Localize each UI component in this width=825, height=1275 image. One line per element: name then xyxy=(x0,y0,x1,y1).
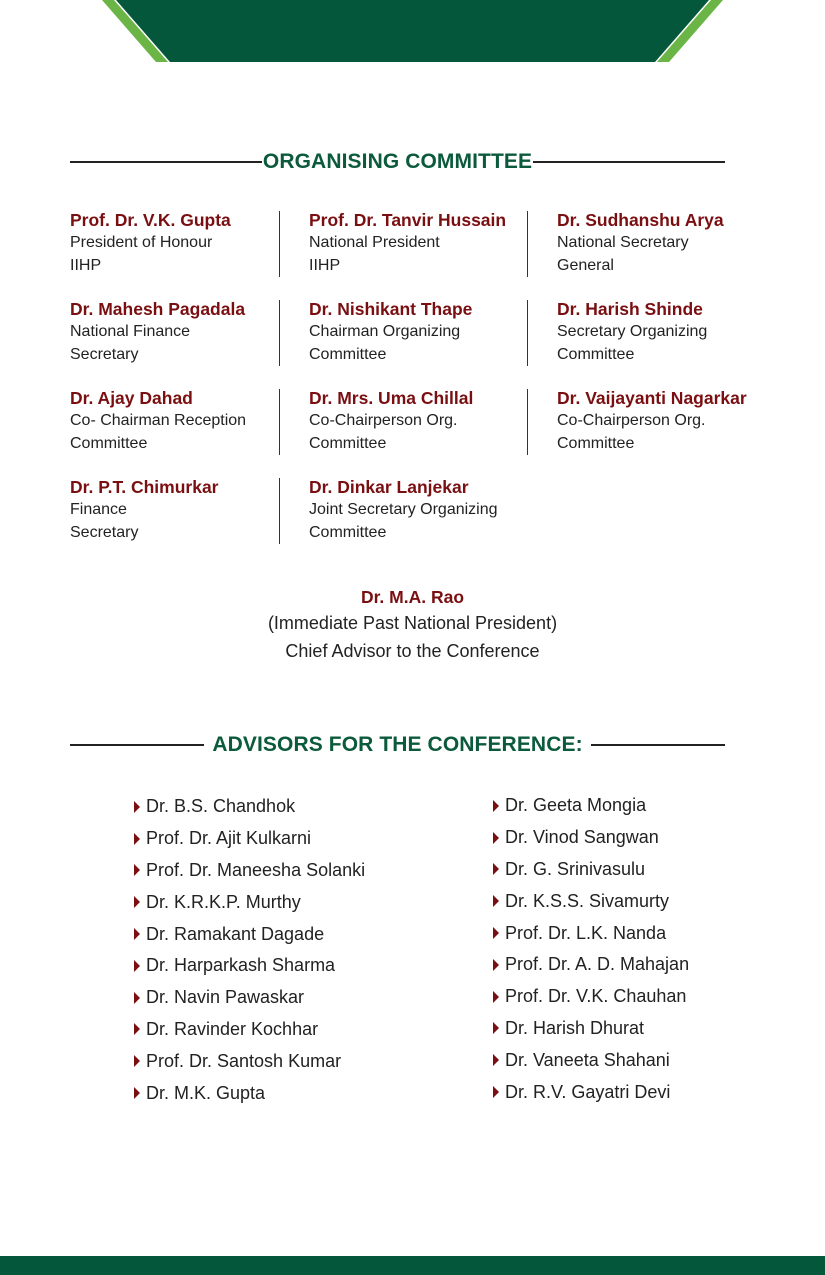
advisor-name: Dr. K.R.K.P. Murthy xyxy=(146,891,301,912)
member-role-line: Co-Chairperson Org. xyxy=(557,412,706,429)
committee-member xyxy=(309,476,549,544)
committee-member xyxy=(309,209,549,277)
member-role-line: Committee xyxy=(309,346,387,363)
member-name: Dr. Nishikant Thape xyxy=(309,299,473,319)
advisor-list-item xyxy=(134,886,365,918)
member-role-line: Committee xyxy=(70,435,148,452)
advisor-list-item xyxy=(134,982,365,1014)
advisor-name: Dr. Navin Pawaskar xyxy=(146,987,305,1008)
advisor-name: Dr. K.S.S. Sivamurty xyxy=(505,890,670,911)
advisor-list-item xyxy=(134,1045,365,1077)
member-role-line: Committee xyxy=(557,435,635,452)
heading-rule-left xyxy=(70,161,262,163)
member-role-line: Finance xyxy=(70,501,127,518)
advisor-name: Dr. Geeta Mongia xyxy=(505,795,647,816)
bullet-arrow-icon xyxy=(493,991,499,1003)
advisor-list-item xyxy=(493,1013,689,1045)
member-name: Dr. P.T. Chimurkar xyxy=(70,477,219,497)
advisor-name: Prof. Dr. Maneesha Solanki xyxy=(146,859,366,880)
top-banner xyxy=(0,0,825,64)
heading-rule-left xyxy=(70,744,204,746)
member-name: Dr. Mrs. Uma Chillal xyxy=(309,388,474,408)
heading-rule-right xyxy=(591,744,725,746)
member-role-line: Secretary xyxy=(70,346,139,363)
committee-member xyxy=(557,209,797,277)
advisor-list-item xyxy=(134,1077,365,1109)
member-name: Dr. Ajay Dahad xyxy=(70,388,193,408)
advisor-list-item xyxy=(493,822,689,854)
advisor-list-item xyxy=(493,790,689,822)
bullet-arrow-icon xyxy=(134,896,140,908)
advisors-list-right xyxy=(493,790,689,1108)
member-role-line: National Finance xyxy=(70,323,191,340)
column-divider xyxy=(527,389,528,455)
advisor-name: Dr. B.S. Chandhok xyxy=(146,796,296,817)
member-name: Prof. Dr. V.K. Gupta xyxy=(70,210,231,230)
column-divider xyxy=(279,389,280,455)
bullet-arrow-icon xyxy=(493,1086,499,1098)
advisor-name: Dr. Harish Dhurat xyxy=(505,1017,645,1038)
member-role-line: Secretary Organizing xyxy=(557,323,708,340)
committee-member xyxy=(70,387,310,455)
chief-advisor-block xyxy=(0,585,825,665)
member-name: Dr. Sudhanshu Arya xyxy=(557,210,724,230)
advisor-list-item xyxy=(493,949,689,981)
advisor-list-item xyxy=(493,1044,689,1076)
bullet-arrow-icon xyxy=(493,863,499,875)
column-divider xyxy=(279,478,280,544)
bullet-arrow-icon xyxy=(134,1055,140,1067)
bullet-arrow-icon xyxy=(493,959,499,971)
member-role-line: Committee xyxy=(309,435,387,452)
bullet-arrow-icon xyxy=(134,1087,140,1099)
bullet-arrow-icon xyxy=(493,1022,499,1034)
committee-member xyxy=(309,387,549,455)
column-divider xyxy=(279,300,280,366)
bullet-arrow-icon xyxy=(134,960,140,972)
committee-member xyxy=(309,298,549,366)
banner-green-band xyxy=(116,0,709,62)
advisor-name: Dr. Ramakant Dagade xyxy=(146,923,325,944)
committee-member xyxy=(70,298,310,366)
advisor-name: Dr. G. Srinivasulu xyxy=(505,858,646,879)
advisor-name: Prof. Dr. Santosh Kumar xyxy=(146,1050,342,1071)
member-name: Dr. Dinkar Lanjekar xyxy=(309,477,469,497)
advisor-list-item xyxy=(493,854,689,886)
advisors-title: ADVISORS FOR THE CONFERENCE: xyxy=(212,733,583,756)
member-role-line: Chairman Organizing xyxy=(309,323,461,340)
bullet-arrow-icon xyxy=(493,927,499,939)
member-role-line: IIHP xyxy=(309,257,341,274)
bullet-arrow-icon xyxy=(134,1023,140,1035)
chief-advisor-title: Chief Advisor to the Conference xyxy=(285,641,540,661)
member-role-line: Joint Secretary Organizing xyxy=(309,501,498,518)
advisor-list-item xyxy=(493,1076,689,1108)
advisor-name: Dr. Ravinder Kochhar xyxy=(146,1018,319,1039)
advisor-list-item xyxy=(134,1014,365,1046)
advisor-list-item xyxy=(134,918,365,950)
advisor-list-item xyxy=(134,855,365,887)
chief-advisor-previous-role: (Immediate Past National President) xyxy=(267,613,558,633)
member-role-line: Co-Chairperson Org. xyxy=(309,412,458,429)
bottom-footer-bar xyxy=(0,1256,825,1275)
chief-advisor-name: Dr. M.A. Rao xyxy=(360,587,465,607)
advisor-list-item xyxy=(493,885,689,917)
member-role-line: Co- Chairman Reception xyxy=(70,412,247,429)
bullet-arrow-icon xyxy=(493,832,499,844)
committee-member xyxy=(557,298,797,366)
organising-committee-heading xyxy=(70,150,725,174)
advisor-name: Prof. Dr. L.K. Nanda xyxy=(505,922,667,943)
bullet-arrow-icon xyxy=(493,800,499,812)
advisors-list-left xyxy=(134,791,365,1109)
bullet-arrow-icon xyxy=(134,928,140,940)
bullet-arrow-icon xyxy=(134,801,140,813)
advisor-list-item xyxy=(134,950,365,982)
member-role-line: General xyxy=(557,257,614,274)
advisor-name: Dr. M.K. Gupta xyxy=(146,1082,266,1103)
bullet-arrow-icon xyxy=(493,1054,499,1066)
advisor-list-item xyxy=(493,981,689,1013)
advisor-name: Dr. R.V. Gayatri Devi xyxy=(505,1081,671,1102)
member-name: Dr. Harish Shinde xyxy=(557,299,703,319)
member-role-line: President of Honour xyxy=(70,234,213,251)
advisor-list-item xyxy=(493,917,689,949)
advisor-name: Prof. Dr. Ajit Kulkarni xyxy=(146,828,312,849)
bullet-arrow-icon xyxy=(134,992,140,1004)
member-name: Dr. Mahesh Pagadala xyxy=(70,299,246,319)
committee-member xyxy=(70,209,310,277)
bullet-arrow-icon xyxy=(493,895,499,907)
member-role-line: National Secretary xyxy=(557,234,689,251)
column-divider xyxy=(279,211,280,277)
member-name: Prof. Dr. Tanvir Hussain xyxy=(309,210,507,230)
advisor-list-item xyxy=(134,791,365,823)
advisor-list-item xyxy=(134,823,365,855)
bullet-arrow-icon xyxy=(134,833,140,845)
advisor-name: Dr. Vaneeta Shahani xyxy=(505,1049,670,1070)
member-role-line: Secretary xyxy=(70,524,139,541)
bullet-arrow-icon xyxy=(134,864,140,876)
advisor-name: Dr. Vinod Sangwan xyxy=(505,827,659,848)
advisors-heading xyxy=(70,733,725,757)
committee-member xyxy=(70,476,310,544)
column-divider xyxy=(527,211,528,277)
organising-committee-title: ORGANISING COMMITTEE xyxy=(262,150,533,173)
member-role-line: Committee xyxy=(557,346,635,363)
advisor-name: Dr. Harparkash Sharma xyxy=(146,955,336,976)
member-role-line: National President xyxy=(309,234,440,251)
advisor-name: Prof. Dr. V.K. Chauhan xyxy=(505,986,687,1007)
committee-member xyxy=(557,387,797,455)
heading-rule-right xyxy=(533,161,725,163)
column-divider xyxy=(527,300,528,366)
member-role-line: IIHP xyxy=(70,257,102,274)
advisor-name: Prof. Dr. A. D. Mahajan xyxy=(505,954,690,975)
member-role-line: Committee xyxy=(309,524,387,541)
member-name: Dr. Vaijayanti Nagarkar xyxy=(557,388,747,408)
